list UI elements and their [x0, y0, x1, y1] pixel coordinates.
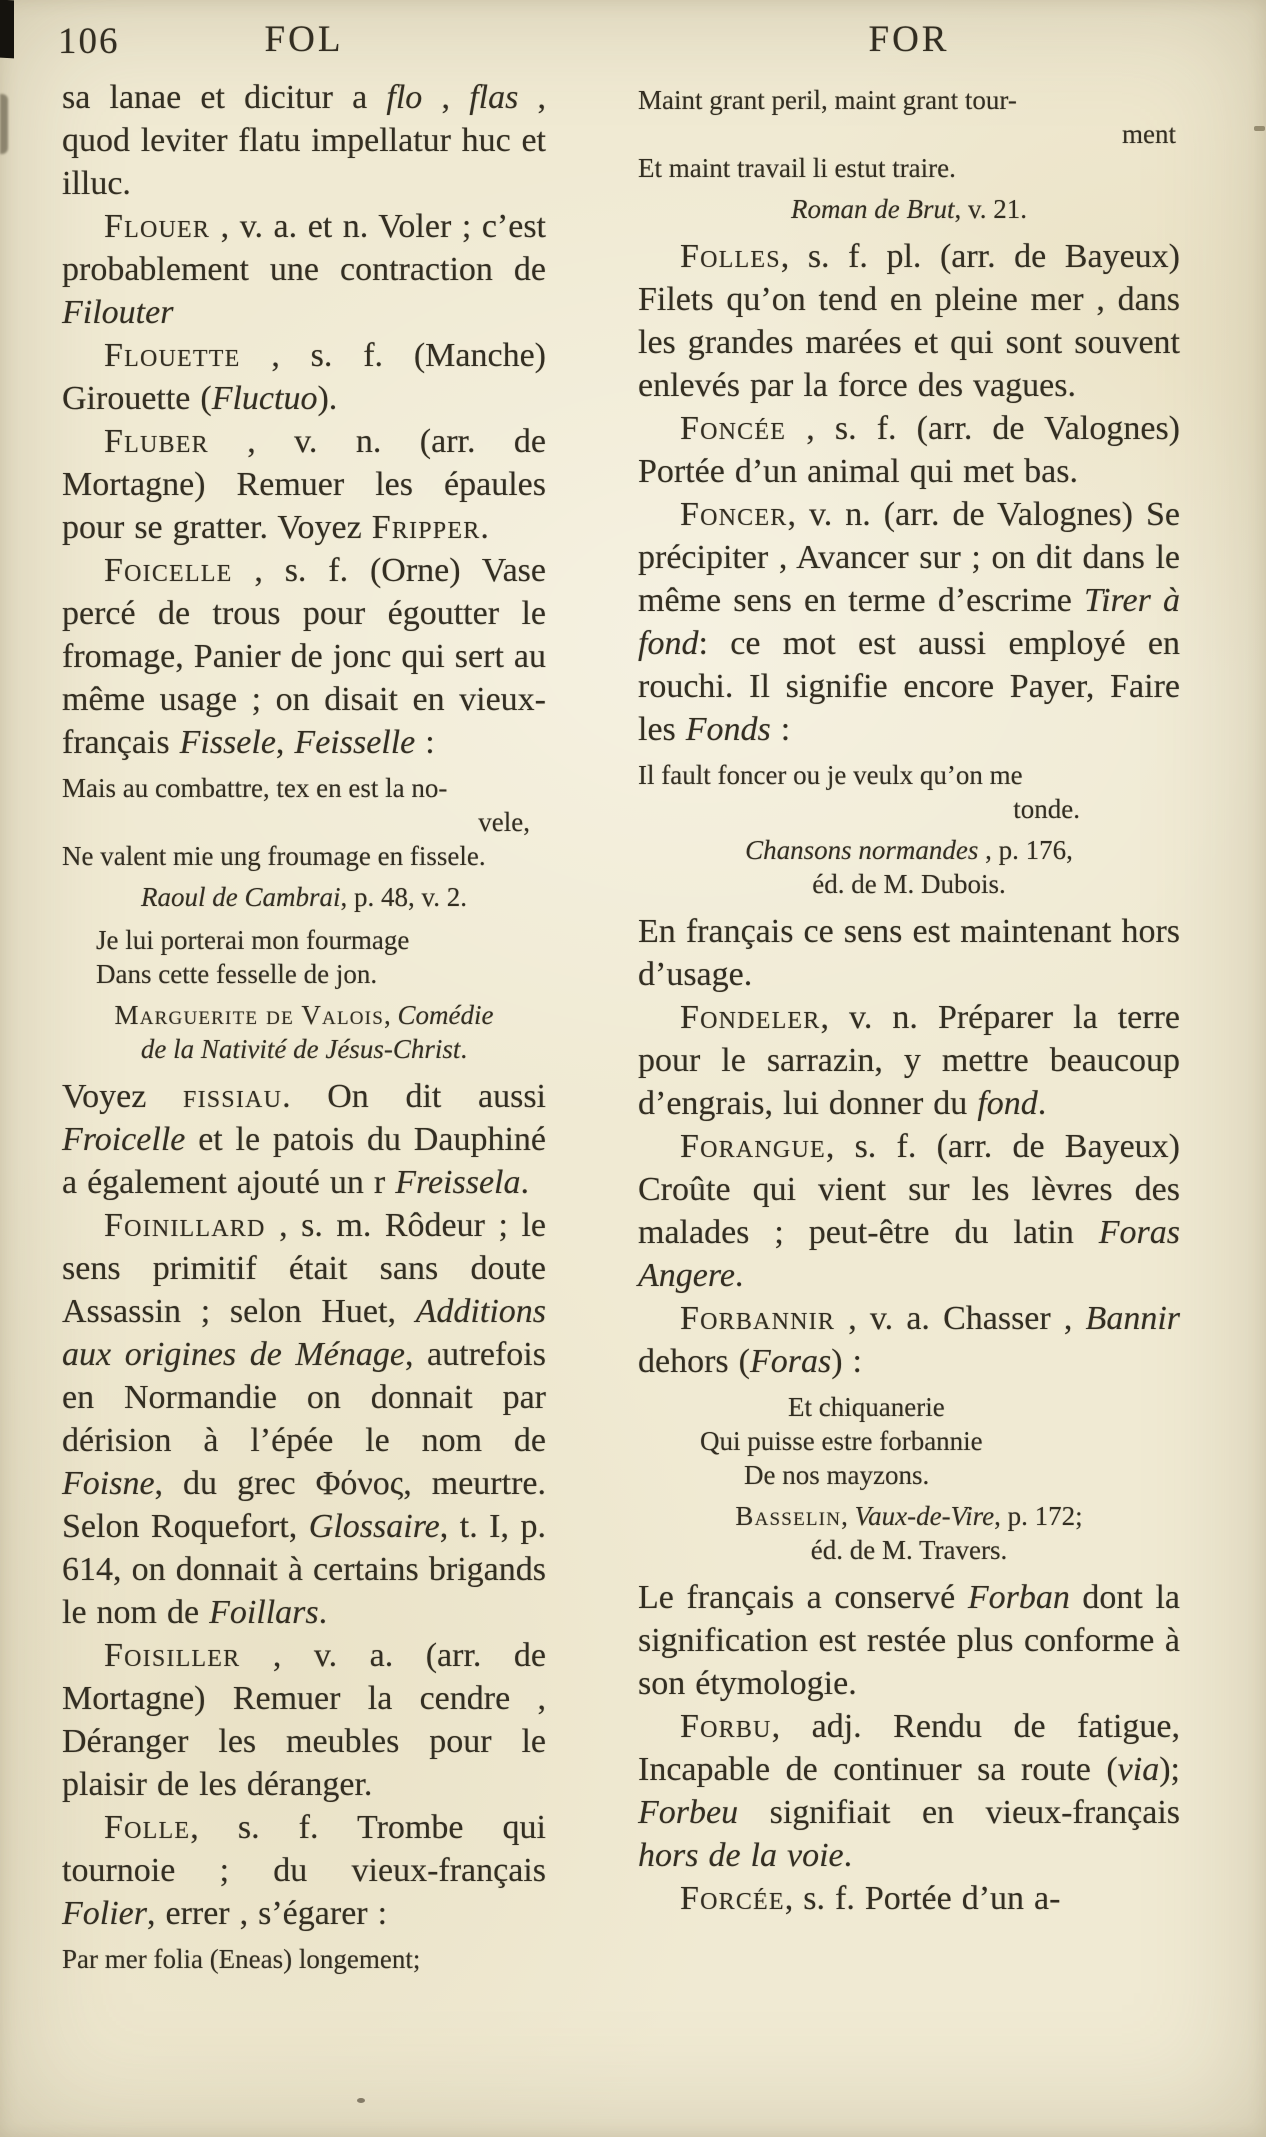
- verse-line: [62, 923, 546, 957]
- text-run: Fissele: [179, 724, 276, 761]
- text-run: , errer , s’égarer :: [146, 1895, 388, 1932]
- text-run: Fluber: [104, 423, 209, 460]
- text-run: , v. n. Préparer la terre pour le sarrazin, y mettre beaucoup d’engrais, lui donner du: [638, 999, 1180, 1122]
- text-run: Forbeu: [638, 1794, 739, 1831]
- text-run: Raoul de Cambrai: [141, 882, 341, 912]
- citation-source: [638, 1499, 1180, 1567]
- text-run: Ne valent mie ung froumage en fissele.: [62, 841, 486, 871]
- verse-line: [62, 880, 546, 914]
- paragraph: [638, 910, 1180, 996]
- text-run: :: [415, 724, 435, 761]
- verse-line: [638, 1390, 1180, 1424]
- text-run: Bannir: [1085, 1300, 1180, 1337]
- text-run: Foisiller: [104, 1637, 241, 1674]
- text-run: Fluctuo: [211, 380, 318, 417]
- text-run: En français ce sens est maintenant hors d’usage.: [638, 913, 1180, 993]
- text-run: Qui puisse estre forbannie: [700, 1426, 983, 1456]
- text-run: ,: [383, 1000, 398, 1030]
- verse-line: [638, 792, 1180, 826]
- text-run: tonde.: [1013, 794, 1080, 824]
- ink-speck: [357, 2098, 365, 2103]
- text-run: , du grec Φόνος, meurtre. Selon Roquefort,: [62, 1465, 546, 1545]
- verse-line: [638, 758, 1180, 792]
- paragraph: [62, 1075, 546, 1204]
- text-run: Forbu: [680, 1708, 772, 1745]
- text-run: Foncer: [680, 496, 788, 533]
- verse-line: [638, 1533, 1180, 1567]
- scan-margin-mark: [1254, 126, 1265, 131]
- text-run: dehors (: [638, 1343, 750, 1380]
- verse-line: [62, 839, 546, 873]
- text-run: Forban: [967, 1579, 1070, 1616]
- verse-line: [638, 151, 1180, 185]
- text-run: , s. f. (arr. de Valognes) Portée d’un animal qui met bas.: [638, 410, 1180, 490]
- dictionary-entry: [638, 407, 1180, 493]
- text-run: Foillars: [209, 1594, 319, 1631]
- text-run: Foras Angere: [638, 1214, 1180, 1294]
- text-run: Foisne: [62, 1465, 155, 1502]
- text-run: , s. f. (Manche) Girouette (: [62, 337, 546, 417]
- text-run: , p. 176,: [978, 835, 1073, 865]
- text-run: de la Nativité de Jésus-Christ: [140, 1034, 461, 1064]
- text-run: :: [770, 711, 791, 748]
- text-run: Flouette: [104, 337, 241, 374]
- text-run: ment: [1122, 119, 1176, 149]
- text-run: , s. f. (Orne) Vase percé de trous pour égoutter le fromage, Panier de jonc qui sert au même usage ; on disait en vieux-français: [62, 552, 546, 761]
- text-run: Folier: [62, 1895, 147, 1932]
- verse-line: [62, 957, 546, 991]
- verse-line: [638, 867, 1180, 901]
- text-run: éd. de M. Travers.: [810, 1535, 1008, 1565]
- text-run: Folle: [104, 1809, 191, 1846]
- text-run: Mais au combattre, tex en est la no-: [62, 773, 448, 803]
- text-run: De nos mayzons.: [744, 1460, 930, 1490]
- text-run: signifiait en vieux-français: [738, 1794, 1180, 1831]
- verse-line: [638, 1499, 1180, 1533]
- text-run: Forangue: [680, 1128, 826, 1165]
- verse-citation: [62, 771, 546, 873]
- text-run: dont la signification est restée plus conforme à son étymologie.: [638, 1579, 1181, 1702]
- dictionary-entry: [638, 1125, 1180, 1297]
- text-run: flas: [469, 79, 519, 116]
- text-run: Tirer à fond: [638, 582, 1180, 662]
- text-run: , s. f. Trombe qui tournoie ; du vieux-français: [62, 1809, 546, 1889]
- text-run: , p. 172;: [994, 1501, 1083, 1531]
- text-run: Par mer folia (Eneas) longement;: [62, 1944, 421, 1974]
- dictionary-entry: [62, 334, 546, 420]
- text-run: Fonds: [685, 711, 771, 748]
- text-run: Comédie: [397, 1000, 494, 1030]
- verse-citation: [638, 1390, 1180, 1492]
- text-run: ,: [422, 79, 470, 116]
- text-run: .: [460, 1034, 468, 1064]
- text-run: Roman de Brut: [791, 194, 955, 224]
- text-run: Freissela: [395, 1164, 521, 1201]
- text-run: Basselin: [735, 1501, 842, 1531]
- text-run: , t. I, p. 614, on donnait à certains brigands le nom de: [62, 1508, 546, 1631]
- text-run: Foicelle: [104, 552, 233, 589]
- verse-citation: [638, 758, 1180, 826]
- dictionary-entry: [638, 1297, 1180, 1383]
- paragraph: [638, 1576, 1180, 1705]
- text-run: Foras: [749, 1343, 832, 1380]
- text-run: Foncée: [680, 410, 787, 447]
- page-number: 106: [58, 21, 120, 62]
- dictionary-entry: [638, 235, 1180, 407]
- text-run: .: [520, 1164, 529, 1201]
- text-run: Voyez: [62, 1078, 184, 1115]
- text-run: éd. de M. Dubois.: [812, 869, 1006, 899]
- text-run: .: [318, 1594, 328, 1631]
- dictionary-entry: [62, 1204, 546, 1634]
- text-run: , quod leviter flatu impellatur huc et illuc.: [62, 79, 547, 202]
- verse-citation: [638, 83, 1180, 185]
- dictionary-entry: [62, 1634, 546, 1806]
- text-run: Foinillard: [104, 1207, 266, 1244]
- text-run: );: [1159, 1751, 1180, 1788]
- text-run: fond: [977, 1085, 1038, 1122]
- text-run: , v. n. (arr. de Mortagne) Remuer les épaules pour se gratter. Voyez: [62, 423, 546, 546]
- paragraph: [62, 76, 546, 205]
- verse-line: [62, 998, 546, 1032]
- text-run: Flouer: [104, 208, 211, 245]
- right-column: [638, 76, 1180, 1920]
- scan-edge-smudge: [0, 94, 8, 154]
- text-run: , v. 21.: [954, 194, 1027, 224]
- running-head-left: FOL: [264, 19, 344, 60]
- verse-line: [62, 1942, 546, 1976]
- verse-line: [638, 1458, 1180, 1492]
- verse-line: [62, 771, 546, 805]
- verse-citation: [62, 1942, 546, 1976]
- text-run: Vaux-de-Vire: [854, 1501, 995, 1531]
- verse-line: [638, 83, 1180, 117]
- text-run: et le patois du Dauphiné a également ajouté un r: [62, 1121, 546, 1201]
- text-run: Dans cette fesselle de jon.: [96, 959, 378, 989]
- text-run: Et chiquanerie: [788, 1392, 945, 1422]
- text-run: Et maint travail li estut traire.: [638, 153, 956, 183]
- dictionary-entry: [638, 1877, 1180, 1920]
- text-run: , adj. Rendu de fatigue, Incapable de continuer sa route (: [638, 1708, 1180, 1788]
- text-run: sa lanae et dicitur a: [62, 79, 387, 116]
- text-run: , v. n. (arr. de Valognes) Se précipiter , Avancer sur ; on dit dans le même sens en terme d’escrime: [638, 496, 1180, 619]
- text-run: , p. 48, v. 2.: [340, 882, 467, 912]
- citation-source: [638, 192, 1180, 226]
- verse-line: [638, 192, 1180, 226]
- text-run: .: [734, 1257, 744, 1294]
- text-run: .: [1037, 1085, 1047, 1122]
- citation-source: [62, 880, 546, 914]
- dictionary-entry: [62, 420, 546, 549]
- text-run: via: [1117, 1751, 1160, 1788]
- text-run: Il fault foncer ou je veulx qu’on me: [638, 760, 1023, 790]
- text-run: Filouter: [62, 294, 174, 331]
- text-run: , autrefois en Normandie on donnait par dérision à l’épée le nom de: [62, 1336, 546, 1459]
- text-run: Fondeler: [680, 999, 821, 1036]
- text-run: Forbannir: [680, 1300, 836, 1337]
- text-run: , v. a. et n. Voler ; c’est probablement une contraction de: [62, 208, 546, 288]
- dictionary-entry: [62, 205, 546, 334]
- text-run: .: [843, 1837, 853, 1874]
- verse-line: [638, 117, 1180, 151]
- citation-source: [62, 998, 546, 1066]
- text-run: Marguerite de Valois: [114, 1000, 384, 1030]
- text-run: Forcée: [680, 1880, 785, 1917]
- text-run: ,: [275, 724, 295, 761]
- text-run: flo: [386, 79, 423, 116]
- text-run: , s. f. Portée d’un a-: [784, 1880, 1061, 1917]
- text-run: ,: [841, 1501, 855, 1531]
- text-run: Feisselle: [294, 724, 416, 761]
- verse-line: [62, 805, 546, 839]
- text-run: Maint grant peril, maint grant tour-: [638, 85, 1017, 115]
- text-run: Je lui porterai mon fourmage: [96, 925, 410, 955]
- text-run: , s. f. (arr. de Bayeux) Croûte qui vient sur les lèvres des malades ; peut-être du latin: [638, 1128, 1180, 1251]
- text-run: : ce mot est aussi employé en rouchi. Il signifie encore Payer, Faire les: [638, 625, 1180, 748]
- text-run: Chansons normandes: [745, 835, 979, 865]
- scan-edge-artifact: [0, 0, 14, 58]
- text-run: , s. f. pl. (arr. de Bayeux) Filets qu’on tend en pleine mer , dans les grandes marées et qui sont souvent enlevés par la force des vagues.: [638, 238, 1180, 404]
- text-run: , s. m. Rôdeur ; le sens primitif était sans doute Assassin ; selon Huet,: [62, 1207, 546, 1330]
- text-run: Additions aux origines de Ménage: [62, 1293, 546, 1373]
- text-run: Fripper: [371, 509, 481, 546]
- text-run: hors de la voie: [638, 1837, 844, 1874]
- text-run: .: [480, 509, 489, 546]
- text-run: Froicelle: [62, 1121, 186, 1158]
- text-run: ) :: [831, 1343, 862, 1380]
- citation-source: [638, 833, 1180, 901]
- text-run: fissiau: [183, 1078, 283, 1115]
- text-run: vele,: [478, 807, 530, 837]
- text-run: Le français a conservé: [638, 1579, 968, 1616]
- text-run: . On dit aussi: [282, 1078, 547, 1115]
- dictionary-entry: [638, 493, 1180, 751]
- dictionary-entry: [638, 996, 1180, 1125]
- running-head-right: FOR: [868, 19, 950, 60]
- text-run: Folles: [680, 238, 781, 275]
- verse-line: [638, 1424, 1180, 1458]
- text-run: , v. a. Chasser ,: [835, 1300, 1086, 1337]
- verse-line: [62, 1032, 546, 1066]
- verse-line: [638, 833, 1180, 867]
- text-run: ).: [317, 380, 338, 417]
- dictionary-entry: [62, 1806, 546, 1935]
- dictionary-entry: [62, 549, 546, 764]
- dictionary-entry: [638, 1705, 1180, 1877]
- text-run: Glossaire: [308, 1508, 440, 1545]
- verse-citation: [62, 923, 546, 991]
- left-column: [62, 76, 546, 1983]
- text-run: , v. a. (arr. de Mortagne) Remuer la cendre , Déranger les meubles pour le plaisir de les déranger.: [62, 1637, 546, 1803]
